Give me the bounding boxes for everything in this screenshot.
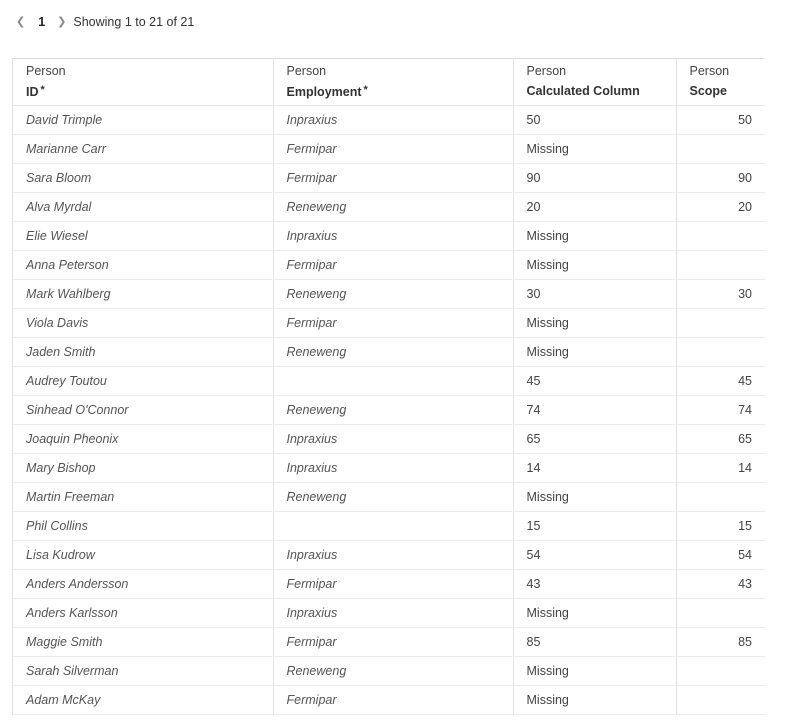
cell-id[interactable]: Anna Peterson (13, 251, 273, 280)
table-row[interactable] (13, 541, 765, 570)
cell-employment[interactable]: Fermipar (273, 686, 513, 715)
cell-scope[interactable] (676, 309, 765, 338)
cell-id[interactable]: Viola Davis (13, 309, 273, 338)
cell-id[interactable]: Joaquin Pheonix (13, 425, 273, 454)
cell-scope[interactable] (676, 483, 765, 512)
cell-id[interactable]: Phil Collins (13, 512, 273, 541)
cell-id[interactable]: Marianne Carr (13, 135, 273, 164)
cell-id[interactable]: Lisa Kudrow (13, 541, 273, 570)
cell-id[interactable]: Audrey Toutou (13, 367, 273, 396)
cell-calculated-column[interactable]: Missing (513, 222, 676, 251)
cell-id[interactable]: Sinhead O'Connor (13, 396, 273, 425)
table-row[interactable] (13, 599, 765, 628)
cell-employment[interactable]: Inpraxius (273, 425, 513, 454)
cell-calculated-column[interactable]: 14 (513, 454, 676, 483)
cell-calculated-column[interactable]: 54 (513, 541, 676, 570)
table-row[interactable] (13, 135, 765, 164)
cell-employment[interactable]: Reneweng (273, 657, 513, 686)
cell-scope[interactable] (676, 135, 765, 164)
cell-calculated-column[interactable]: 15 (513, 512, 676, 541)
table-row[interactable] (13, 106, 765, 135)
cell-calculated-column[interactable]: Missing (513, 135, 676, 164)
cell-id[interactable]: Anders Andersson (13, 570, 273, 599)
data-table (13, 59, 765, 715)
cell-scope[interactable]: 43 (676, 570, 765, 599)
table-row[interactable] (13, 396, 765, 425)
cell-calculated-column[interactable]: Missing (513, 338, 676, 367)
cell-calculated-column[interactable]: 20 (513, 193, 676, 222)
cell-employment[interactable]: Reneweng (273, 280, 513, 309)
cell-id[interactable]: Martin Freeman (13, 483, 273, 512)
cell-employment[interactable]: Inpraxius (273, 222, 513, 251)
table-row[interactable] (13, 628, 765, 657)
cell-id[interactable]: Anders Karlsson (13, 599, 273, 628)
column-name-label: ID * (26, 84, 45, 99)
cell-id[interactable]: Sarah Silverman (13, 657, 273, 686)
column-name-label: Scope (689, 84, 728, 98)
table-row[interactable] (13, 222, 765, 251)
header-row (13, 59, 765, 106)
showing-count-text: Showing 1 to 21 of 21 (73, 15, 195, 29)
current-page-number[interactable]: 1 (38, 15, 46, 29)
table-row[interactable] (13, 367, 765, 396)
cell-scope[interactable]: 90 (676, 164, 765, 193)
cell-scope[interactable]: 30 (676, 280, 765, 309)
cell-employment[interactable]: Inpraxius (273, 106, 513, 135)
cell-scope[interactable]: 50 (676, 106, 765, 135)
pagination-bar (0, 0, 798, 44)
cell-scope[interactable]: 74 (676, 396, 765, 425)
cell-calculated-column[interactable]: Missing (513, 657, 676, 686)
cell-calculated-column[interactable]: 74 (513, 396, 676, 425)
cell-employment[interactable]: Reneweng (273, 396, 513, 425)
cell-employment[interactable]: Fermipar (273, 164, 513, 193)
table-row[interactable] (13, 686, 765, 715)
column-group-label: Person (26, 64, 66, 78)
column-group-label: Person (526, 64, 567, 78)
cell-id[interactable]: Maggie Smith (13, 628, 273, 657)
cell-calculated-column[interactable]: Missing (513, 686, 676, 715)
cell-calculated-column[interactable]: 45 (513, 367, 676, 396)
cell-id[interactable]: Sara Bloom (13, 164, 273, 193)
cell-employment[interactable]: Reneweng (273, 338, 513, 367)
cell-employment[interactable]: Inpraxius (273, 541, 513, 570)
cell-id[interactable]: Mark Wahlberg (13, 280, 273, 309)
cell-id[interactable]: Mary Bishop (13, 454, 273, 483)
cell-scope[interactable]: 65 (676, 425, 765, 454)
table-row[interactable] (13, 425, 765, 454)
cell-scope[interactable] (676, 686, 765, 715)
cell-employment[interactable]: Inpraxius (273, 454, 513, 483)
table-row[interactable] (13, 483, 765, 512)
cell-employment[interactable] (273, 367, 513, 396)
cell-employment[interactable]: Reneweng (273, 483, 513, 512)
cell-id[interactable]: Alva Myrdal (13, 193, 273, 222)
cell-calculated-column[interactable]: 90 (513, 164, 676, 193)
column-name-label: Employment * (286, 84, 368, 99)
cell-employment[interactable]: Inpraxius (273, 599, 513, 628)
cell-scope[interactable] (676, 222, 765, 251)
cell-scope[interactable]: 20 (676, 193, 765, 222)
cell-employment[interactable] (273, 512, 513, 541)
cell-employment[interactable]: Fermipar (273, 628, 513, 657)
required-marker: * (363, 84, 368, 96)
cell-employment[interactable]: Fermipar (273, 570, 513, 599)
required-marker: * (40, 84, 45, 96)
cell-id[interactable]: Adam McKay (13, 686, 273, 715)
cell-calculated-column[interactable]: 65 (513, 425, 676, 454)
cell-employment[interactable]: Fermipar (273, 251, 513, 280)
table-row[interactable] (13, 280, 765, 309)
chevron-right-icon[interactable]: ❯ (57, 15, 67, 28)
cell-calculated-column[interactable]: 43 (513, 570, 676, 599)
chevron-left-icon[interactable]: ❮ (16, 15, 26, 28)
column-header-calculated-column[interactable] (513, 59, 676, 106)
cell-calculated-column[interactable]: Missing (513, 599, 676, 628)
cell-employment[interactable]: Fermipar (273, 309, 513, 338)
cell-calculated-column[interactable]: Missing (513, 483, 676, 512)
data-grid (12, 58, 765, 715)
table-row[interactable] (13, 570, 765, 599)
cell-employment[interactable]: Reneweng (273, 193, 513, 222)
column-header-scope[interactable] (676, 59, 765, 106)
cell-scope[interactable]: 14 (676, 454, 765, 483)
cell-id[interactable]: Jaden Smith (13, 338, 273, 367)
cell-scope[interactable]: 15 (676, 512, 765, 541)
table-row[interactable] (13, 512, 765, 541)
table-row[interactable] (13, 454, 765, 483)
cell-calculated-column[interactable]: Missing (513, 309, 676, 338)
cell-scope[interactable]: 85 (676, 628, 765, 657)
cell-calculated-column[interactable]: Missing (513, 251, 676, 280)
cell-calculated-column[interactable]: 85 (513, 628, 676, 657)
table-row[interactable] (13, 338, 765, 367)
cell-calculated-column[interactable]: 50 (513, 106, 676, 135)
column-header-id[interactable] (13, 59, 273, 106)
cell-scope[interactable]: 45 (676, 367, 765, 396)
column-header-employment[interactable] (273, 59, 513, 106)
cell-employment[interactable]: Fermipar (273, 135, 513, 164)
cell-scope[interactable] (676, 251, 765, 280)
table-row[interactable] (13, 164, 765, 193)
cell-id[interactable]: Elie Wiesel (13, 222, 273, 251)
table-row[interactable] (13, 657, 765, 686)
column-name-label: Calculated Column (526, 84, 640, 98)
column-group-label: Person (689, 64, 730, 78)
cell-calculated-column[interactable]: 30 (513, 280, 676, 309)
table-row[interactable] (13, 251, 765, 280)
cell-scope[interactable]: 54 (676, 541, 765, 570)
cell-scope[interactable] (676, 657, 765, 686)
cell-scope[interactable] (676, 599, 765, 628)
table-row[interactable] (13, 193, 765, 222)
table-row[interactable] (13, 309, 765, 338)
cell-id[interactable]: David Trimple (13, 106, 273, 135)
column-group-label: Person (286, 64, 327, 78)
cell-scope[interactable] (676, 338, 765, 367)
